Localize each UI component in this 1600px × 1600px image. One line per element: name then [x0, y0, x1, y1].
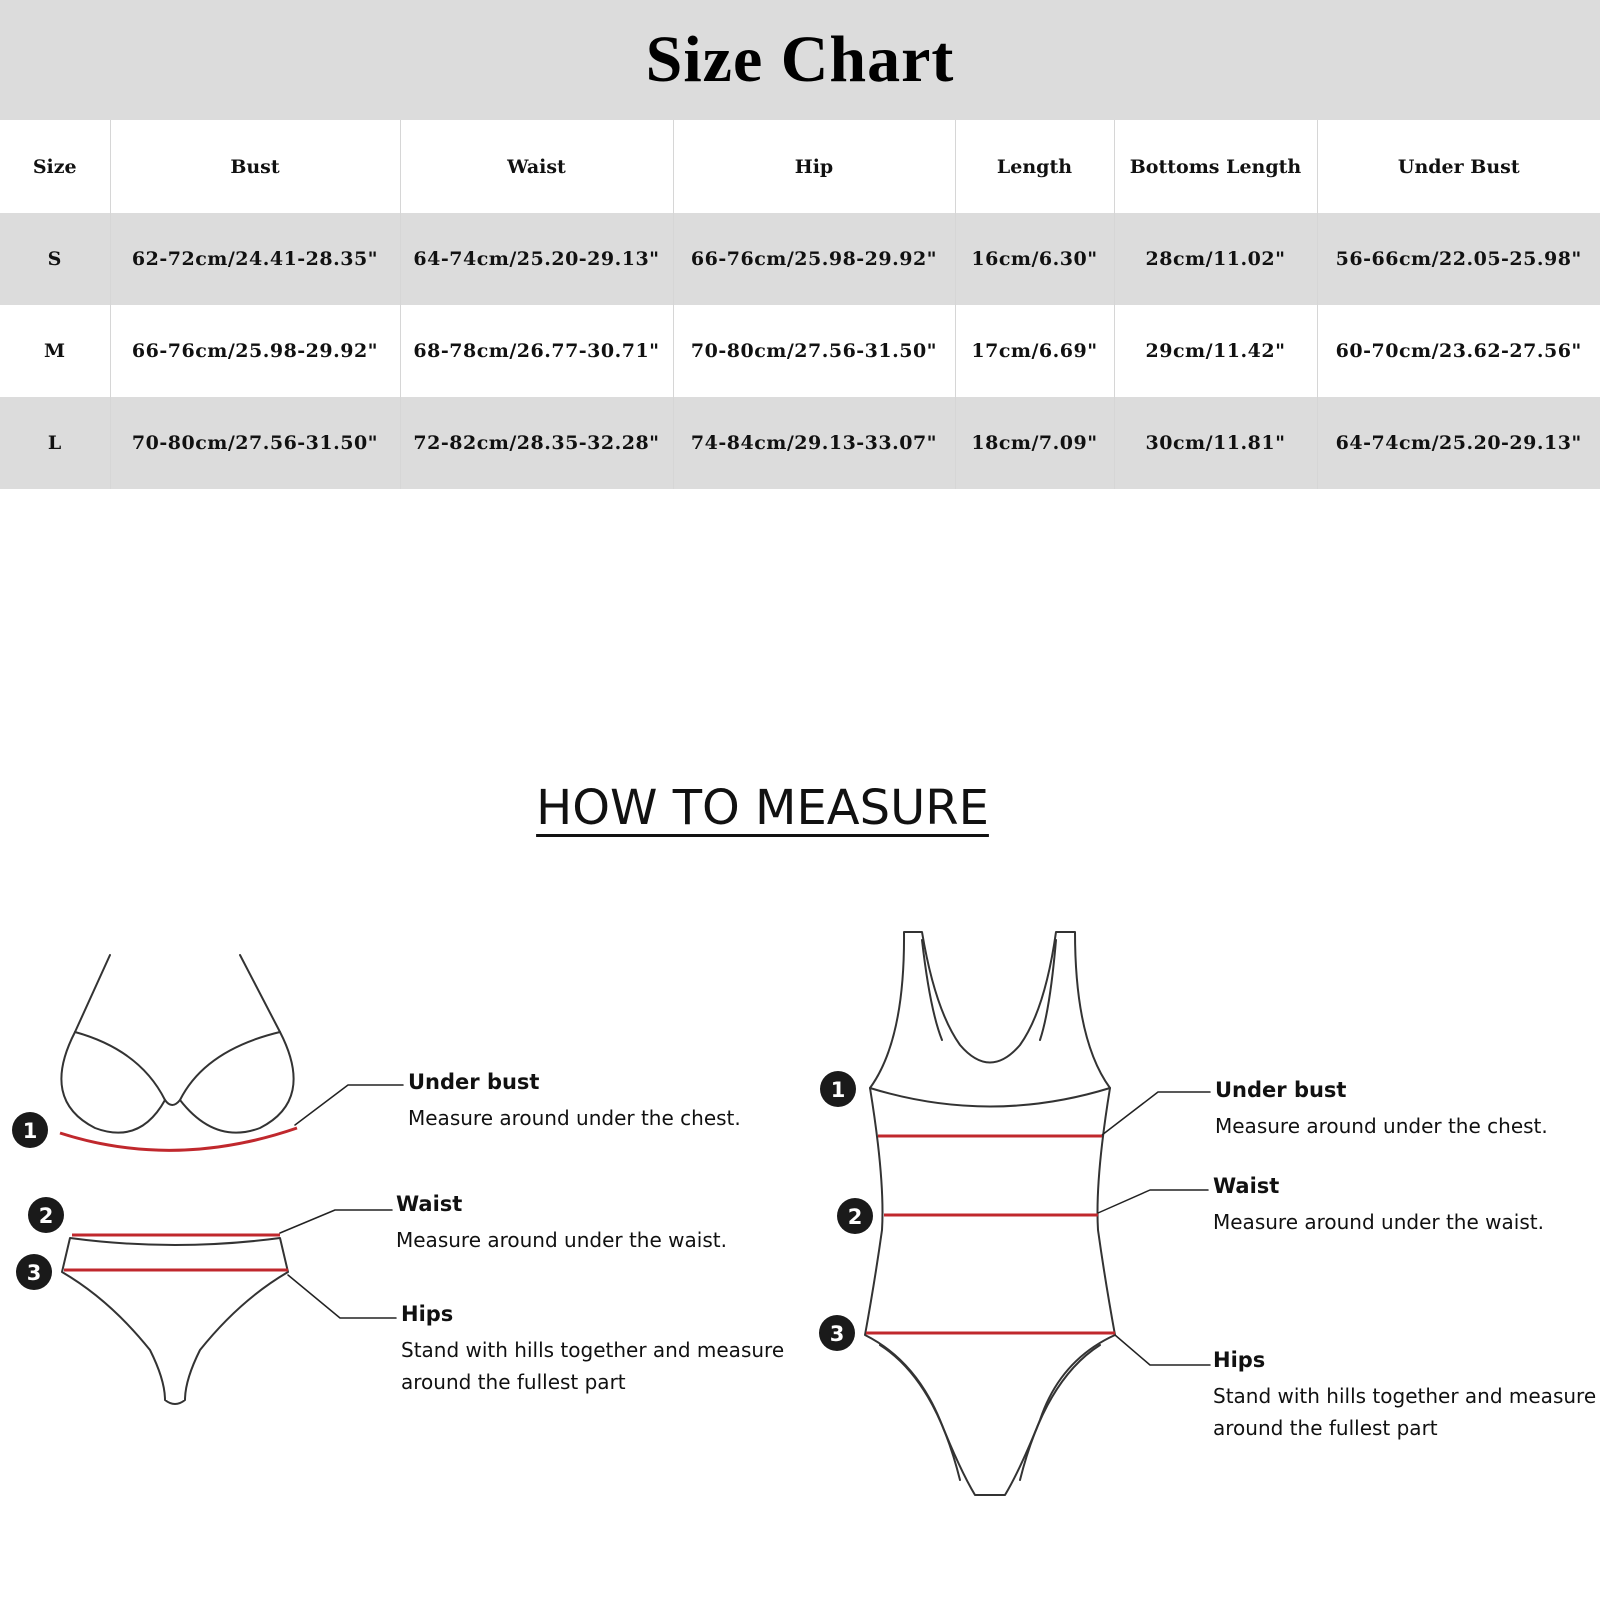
- label-desc-line1: Stand with hills together and measure: [1213, 1384, 1597, 1408]
- bikini-hips-label: [401, 1302, 784, 1398]
- svg-text:3: 3: [26, 1261, 42, 1285]
- label-title: Waist: [1213, 1174, 1280, 1198]
- cell-length: 16cm/6.30": [955, 213, 1114, 305]
- label-desc-line1: Stand with hills together and measure: [401, 1338, 785, 1362]
- cell-bust: 66-76cm/25.98-29.92": [110, 305, 400, 397]
- marker-2-right: [837, 1198, 873, 1234]
- marker-2-left: [28, 1197, 64, 1233]
- label-title: Under bust: [408, 1070, 540, 1094]
- onepiece-hips-label: [1213, 1348, 1596, 1444]
- cell-waist: 68-78cm/26.77-30.71": [400, 305, 673, 397]
- label-title: Waist: [396, 1192, 463, 1216]
- cell-bust: 62-72cm/24.41-28.35": [110, 213, 400, 305]
- cell-hip: 66-76cm/25.98-29.92": [673, 213, 955, 305]
- header-size: Size: [0, 120, 110, 213]
- cell-hip: 74-84cm/29.13-33.07": [673, 397, 955, 489]
- onepiece-waist-label: [1213, 1174, 1544, 1238]
- bikini-under-bust-label: [408, 1070, 741, 1134]
- label-desc: Measure around under the chest.: [408, 1106, 741, 1130]
- marker-3-left: [16, 1254, 52, 1290]
- header-under-bust: Under Bust: [1317, 120, 1600, 213]
- cell-size: S: [0, 213, 110, 305]
- header-bust: Bust: [110, 120, 400, 213]
- marker-1-left: [12, 1112, 48, 1148]
- header-waist: Waist: [400, 120, 673, 213]
- cell-length: 17cm/6.69": [955, 305, 1114, 397]
- cell-bust: 70-80cm/27.56-31.50": [110, 397, 400, 489]
- how-to-measure-text: HOW TO MEASURE: [536, 780, 989, 836]
- marker-1-right: [820, 1071, 856, 1107]
- cell-under-bust: 60-70cm/23.62-27.56": [1317, 305, 1600, 397]
- bikini-bottom-illustration: [62, 1238, 288, 1404]
- onepiece-under-bust-label: [1215, 1078, 1548, 1142]
- svg-text:3: 3: [829, 1322, 845, 1346]
- header-bottoms-length: Bottoms Length: [1114, 120, 1317, 213]
- cell-hip: 70-80cm/27.56-31.50": [673, 305, 955, 397]
- page-title: Size Chart: [645, 23, 955, 96]
- bikini-waist-label: [396, 1192, 727, 1256]
- svg-text:2: 2: [38, 1204, 54, 1228]
- svg-text:2: 2: [847, 1205, 863, 1229]
- cell-bottoms-length: 29cm/11.42": [1114, 305, 1317, 397]
- cell-waist: 72-82cm/28.35-32.28": [400, 397, 673, 489]
- cell-length: 18cm/7.09": [955, 397, 1114, 489]
- svg-text:1: 1: [830, 1078, 846, 1102]
- header-hip: Hip: [673, 120, 955, 213]
- label-title: Hips: [1213, 1348, 1266, 1372]
- label-desc: Measure around under the waist.: [396, 1228, 727, 1252]
- label-title: Under bust: [1215, 1078, 1347, 1102]
- label-desc-line2: around the fullest part: [1213, 1416, 1438, 1440]
- cell-size: L: [0, 397, 110, 489]
- label-desc: Measure around under the chest.: [1215, 1114, 1548, 1138]
- bikini-top-illustration: [61, 955, 293, 1133]
- cell-under-bust: 64-74cm/25.20-29.13": [1317, 397, 1600, 489]
- cell-under-bust: 56-66cm/22.05-25.98": [1317, 213, 1600, 305]
- cell-bottoms-length: 30cm/11.81": [1114, 397, 1317, 489]
- cell-bottoms-length: 28cm/11.02": [1114, 213, 1317, 305]
- svg-text:1: 1: [22, 1119, 38, 1143]
- cell-size: M: [0, 305, 110, 397]
- label-title: Hips: [401, 1302, 454, 1326]
- header-length: Length: [955, 120, 1114, 213]
- marker-3-right: [819, 1315, 855, 1351]
- label-desc-line2: around the fullest part: [401, 1370, 626, 1394]
- cell-waist: 64-74cm/25.20-29.13": [400, 213, 673, 305]
- label-desc: Measure around under the waist.: [1213, 1210, 1544, 1234]
